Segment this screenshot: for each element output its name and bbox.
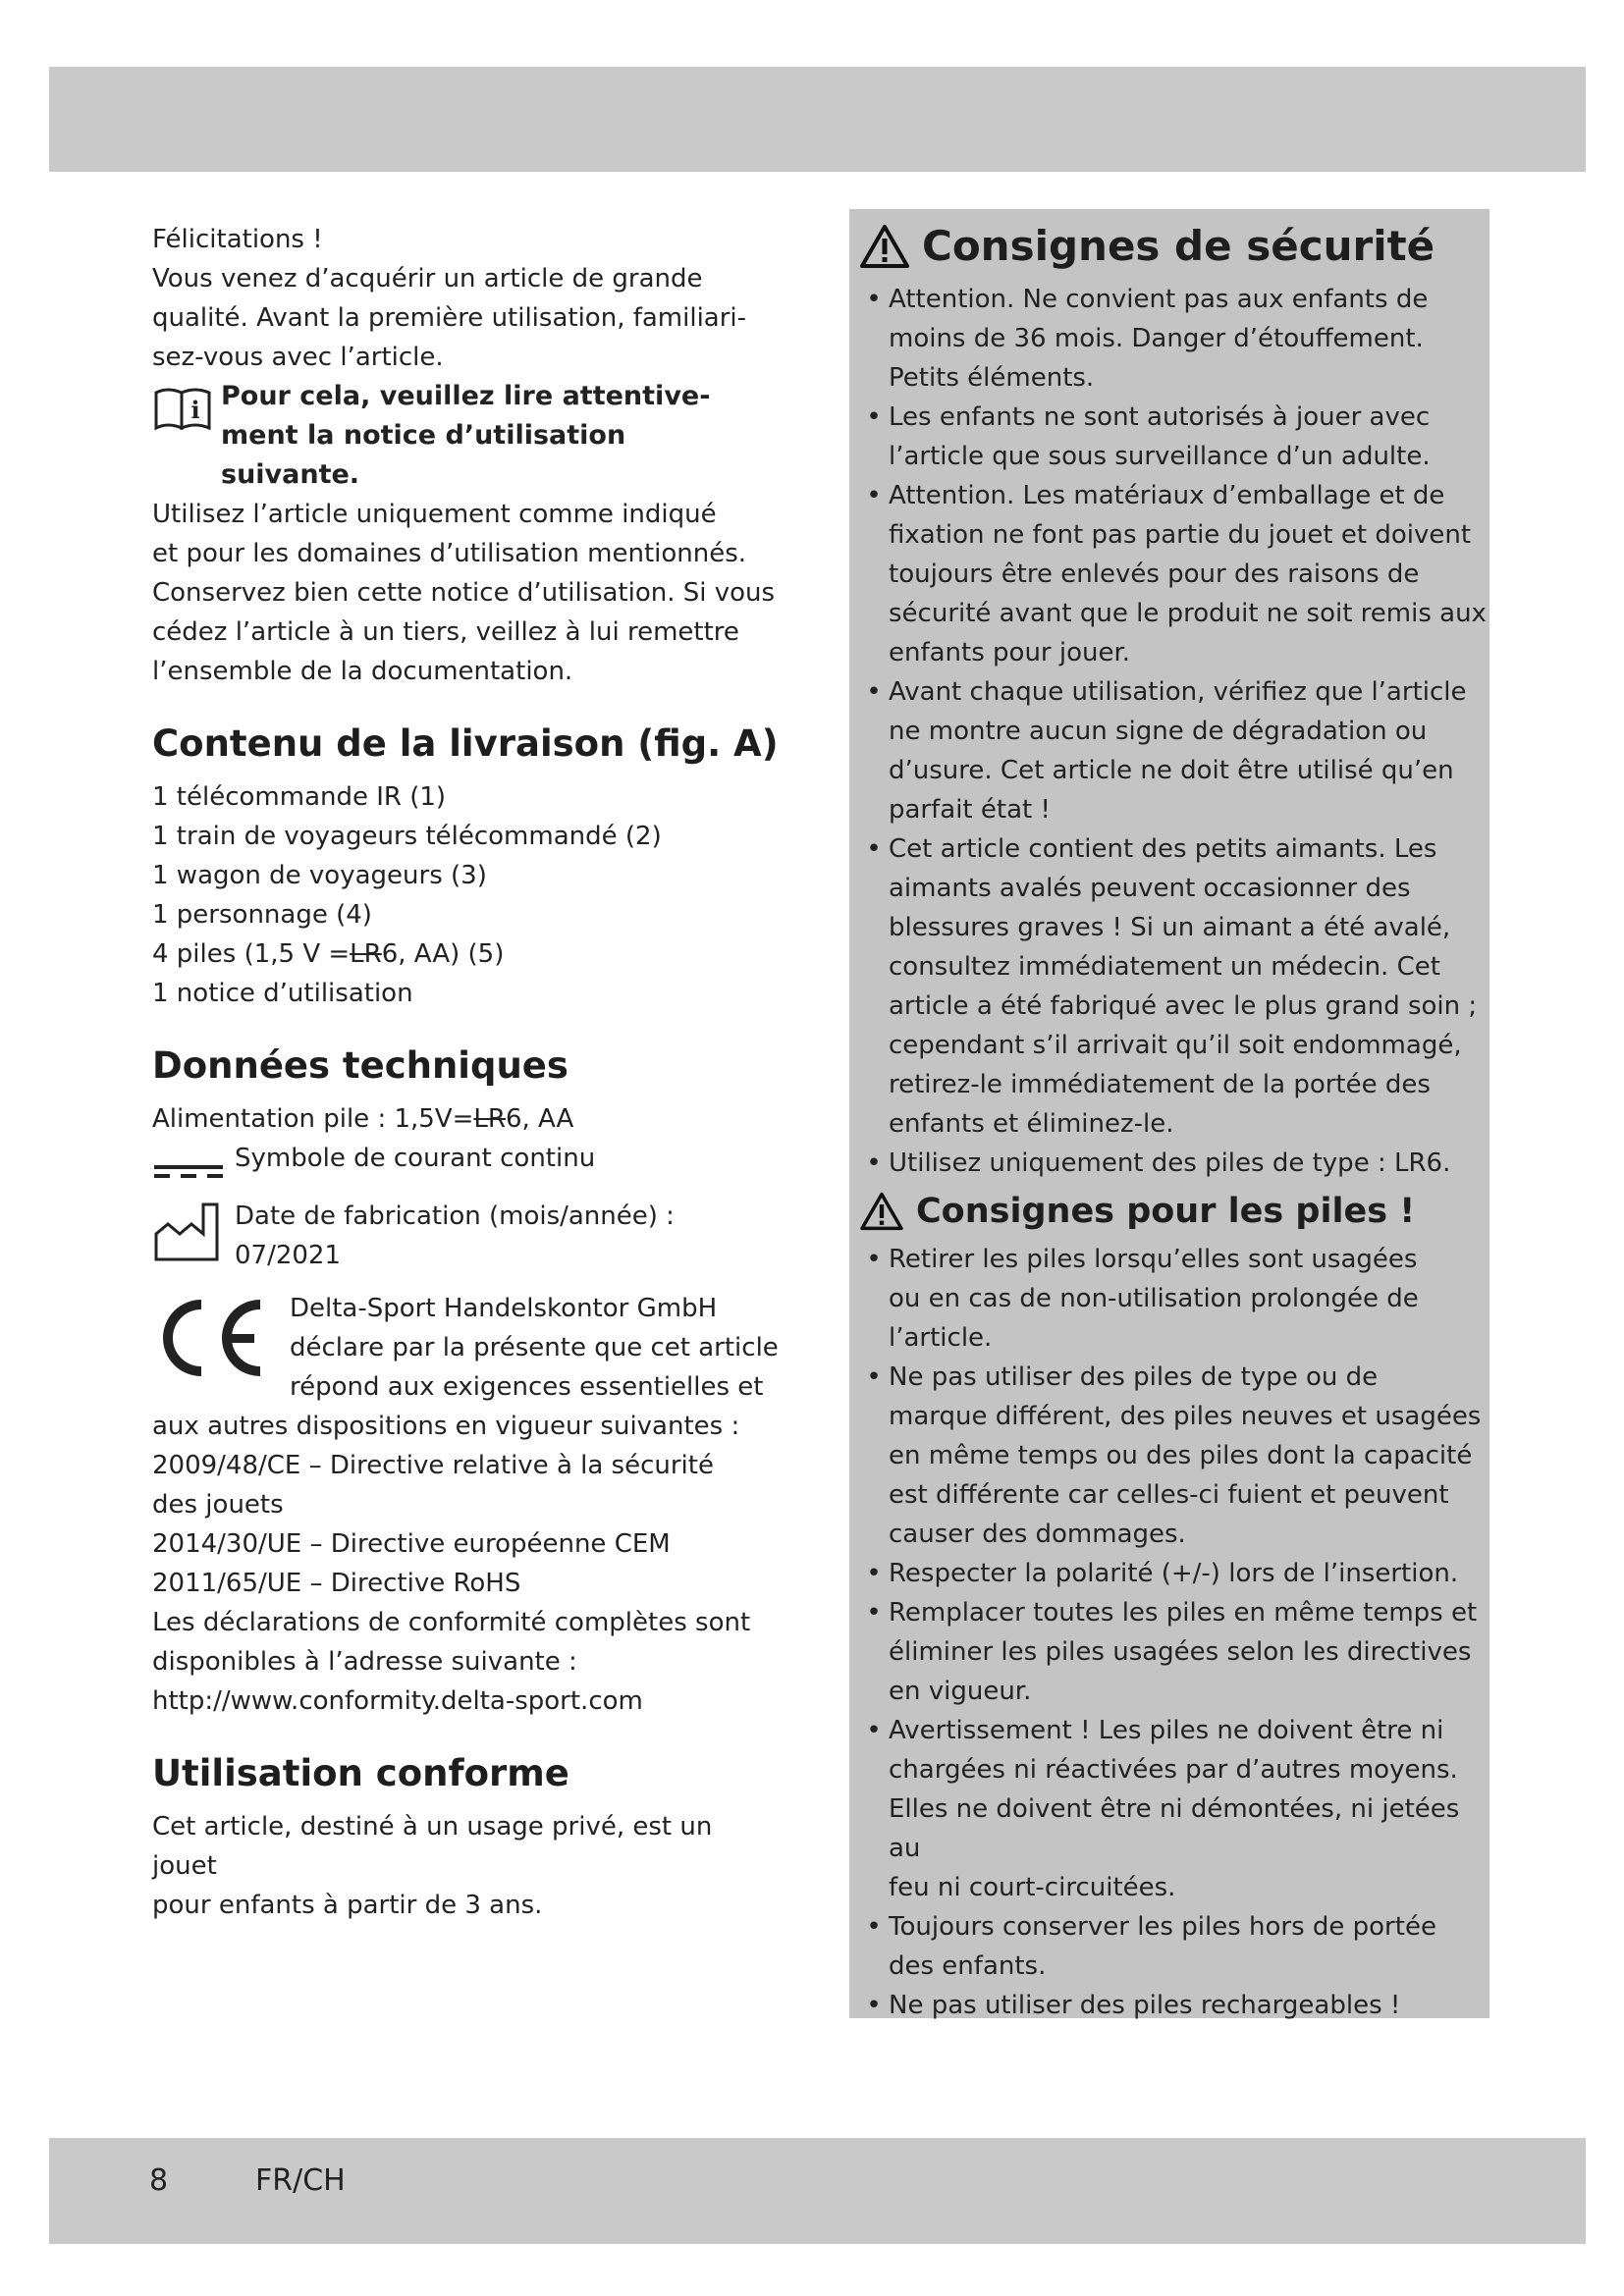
bullet-item xyxy=(859,1554,1488,1593)
power-supply-end: 6, AA xyxy=(505,1104,574,1134)
bullet-text xyxy=(889,1986,1488,2025)
bullet-line: aimants avalés peuvent occasionner des xyxy=(889,874,1411,903)
power-supply-lr: LR xyxy=(473,1104,506,1134)
bullet-line: en même temps ou des piles dont la capacité xyxy=(889,1441,1473,1470)
bullet-line: moins de 36 mois. Danger d’étouffement. xyxy=(889,324,1424,353)
bullet-item xyxy=(859,1593,1488,1711)
bullet-line: Retirer les piles lorsqu’elles sont usagées xyxy=(889,1245,1418,1274)
notice-line: Pour cela, veuillez lire attentive- xyxy=(221,381,711,411)
bullet-line: Ne pas utiliser des piles rechargeables ! xyxy=(889,1991,1401,2020)
bullet-item xyxy=(859,1711,1488,1907)
bullet-dot: • xyxy=(866,1991,882,2020)
tech-heading: Données techniques xyxy=(152,1044,568,1087)
bullet-line: Avant chaque utilisation, vérifiez que l’article xyxy=(889,677,1467,707)
bullet-line: enfants pour jouer. xyxy=(889,638,1131,667)
header-band xyxy=(49,67,1586,172)
bullet-line: ne montre aucun signe de dégradation ou xyxy=(889,717,1428,746)
bullet-item xyxy=(859,398,1488,476)
batteries-text-end: 6, AA) (5) xyxy=(381,939,505,969)
bullet-text xyxy=(889,672,1488,829)
read-manual-notice xyxy=(152,377,781,495)
bullet-text xyxy=(889,1240,1488,1358)
bullet-dot: • xyxy=(866,1559,882,1588)
warning-triangle-icon xyxy=(859,224,910,269)
bullet-line: Attention. Les matériaux d’emballage et de xyxy=(889,481,1445,510)
power-supply-text: Alimentation pile : 1,5V xyxy=(152,1104,453,1134)
bullet-dot: • xyxy=(866,1362,882,1392)
declaration-line: 2009/48/CE – Directive relative à la sécurité xyxy=(152,1451,714,1480)
bullet-dot: • xyxy=(866,1912,882,1942)
bullet-dot: • xyxy=(866,834,882,864)
bullet-line: retirez-le immédiatement de la portée des xyxy=(889,1070,1431,1099)
bullet-line: chargées ni réactivées par d’autres moyens. xyxy=(889,1755,1458,1785)
power-supply xyxy=(152,1099,781,1139)
usage-text xyxy=(152,1807,781,1925)
intro-after-line: cédez l’article à un tiers, veillez à lui remettre xyxy=(152,617,739,647)
bullet-text xyxy=(889,398,1488,476)
safety-heading: Consignes de sécurité xyxy=(922,222,1435,270)
bullet-text xyxy=(889,829,1488,1144)
bullet-item xyxy=(859,672,1488,829)
ce-line: déclare par la présente que cet article xyxy=(290,1333,779,1362)
bullet-text xyxy=(889,280,1488,398)
bullet-line: Ne pas utiliser des piles de type ou de xyxy=(889,1362,1379,1392)
bullet-line: causer des dommages. xyxy=(889,1520,1186,1549)
declaration-line: aux autres dispositions en vigueur suivantes : xyxy=(152,1412,740,1441)
safety-list xyxy=(859,280,1488,1183)
bullet-dot: • xyxy=(866,285,882,314)
bullet-line: l’article. xyxy=(889,1323,993,1353)
manufacture-date-label: Date de fabrication (mois/année) : xyxy=(235,1201,675,1231)
declaration-line: Les déclarations de conformité complètes sont xyxy=(152,1608,751,1637)
ce-line: Delta-Sport Handelskontor GmbH xyxy=(290,1294,718,1323)
bullet-dot: • xyxy=(866,1598,882,1628)
bullet-line: cependant s’il arrivait qu’il soit endommagé, xyxy=(889,1031,1462,1060)
bullet-text xyxy=(889,1144,1488,1183)
bullet-dot: • xyxy=(866,1716,882,1745)
bullet-item xyxy=(859,1907,1488,1986)
svg-text:i: i xyxy=(190,396,200,424)
bullet-line: blessures graves ! Si un aimant a été avalé, xyxy=(889,913,1451,942)
bullet-line: des enfants. xyxy=(889,1951,1047,1981)
bullet-line: feu ni court-circuitées. xyxy=(889,1873,1176,1902)
bullet-item xyxy=(859,829,1488,1144)
bullet-text xyxy=(889,1554,1488,1593)
contents-item: 1 wagon de voyageurs (3) xyxy=(152,861,487,890)
bullet-item xyxy=(859,476,1488,672)
contents-item: 1 personnage (4) xyxy=(152,900,372,930)
bullet-line: Avertissement ! Les piles ne doivent être ni xyxy=(889,1716,1444,1745)
bullet-text xyxy=(889,1711,1488,1907)
conformity-url: http://www.conformity.delta-sport.com xyxy=(152,1686,643,1716)
intro-after-line: et pour les domaines d’utilisation mentionnés. xyxy=(152,539,747,568)
bullet-item xyxy=(859,1240,1488,1358)
bullet-line: l’article que sous surveillance d’un adulte. xyxy=(889,442,1431,471)
bullet-dot: • xyxy=(866,402,882,432)
intro-after-line: l’ensemble de la documentation. xyxy=(152,657,573,686)
bullet-line: enfants et éliminez-le. xyxy=(889,1109,1174,1139)
bullet-text xyxy=(889,1358,1488,1554)
bullet-dot: • xyxy=(866,1148,882,1178)
bullet-line: article a été fabriqué avec le plus grand soin ; xyxy=(889,991,1478,1021)
bullet-text xyxy=(889,1907,1488,1986)
bullet-line: Toujours conserver les piles hors de portée xyxy=(889,1912,1436,1942)
dc-mark: = xyxy=(328,939,351,969)
intro-line: sez-vous avec l’article. xyxy=(152,343,444,372)
contents-item-batteries xyxy=(152,934,781,974)
bullet-dot: • xyxy=(866,481,882,510)
bullet-line: Cet article contient des petits aimants. Les xyxy=(889,834,1437,864)
bullet-dot: • xyxy=(866,677,882,707)
bullet-line: éliminer les piles usagées selon les directives xyxy=(889,1637,1472,1667)
bullet-line: ou en cas de non-utilisation prolongée de xyxy=(889,1284,1419,1313)
dc-symbol-row xyxy=(152,1139,781,1191)
contents-heading: Contenu de la livraison (fig. A) xyxy=(152,722,779,765)
manufacture-date-icon xyxy=(152,1197,235,1275)
bullet-line: Les enfants ne sont autorisés à jouer avec xyxy=(889,402,1431,432)
bullet-text xyxy=(889,476,1488,672)
declaration-text xyxy=(152,1407,781,1721)
batteries-list xyxy=(859,1240,1488,2025)
declaration-line: 2014/30/UE – Directive européenne CEM xyxy=(152,1529,671,1559)
declaration-line: 2011/65/UE – Directive RoHS xyxy=(152,1569,521,1598)
manufacture-date-value: 07/2021 xyxy=(235,1241,342,1270)
notice-line: suivante. xyxy=(221,459,360,490)
language-code: FR/CH xyxy=(255,2163,346,2198)
bullet-dot: • xyxy=(866,1245,882,1274)
ce-mark-icon xyxy=(152,1289,290,1391)
contents-item: 1 notice d’utilisation xyxy=(152,979,413,1008)
contents-item: 1 télécommande IR (1) xyxy=(152,782,447,812)
intro-text xyxy=(152,220,781,377)
bullet-item xyxy=(859,1986,1488,2025)
intro-after-line: Utilisez l’article uniquement comme indiqué xyxy=(152,500,717,529)
ce-line: répond aux exigences essentielles et xyxy=(290,1372,764,1402)
safety-heading-row xyxy=(859,219,1488,274)
bullet-line: parfait état ! xyxy=(889,795,1051,825)
bullet-line: Petits éléments. xyxy=(889,363,1095,393)
battery-type-lr: LR xyxy=(350,939,382,969)
bullet-line: Remplacer toutes les piles en même temps et xyxy=(889,1598,1478,1628)
usage-heading: Utilisation conforme xyxy=(152,1752,569,1794)
declaration-line: des jouets xyxy=(152,1490,284,1520)
bullet-text xyxy=(889,1593,1488,1711)
dc-symbol-label: Symbole de courant continu xyxy=(235,1144,596,1173)
manual-book-icon xyxy=(152,377,221,446)
warning-triangle-icon xyxy=(859,1192,904,1231)
bullet-item xyxy=(859,1358,1488,1554)
bullet-line: Respecter la polarité (+/-) lors de l’insertion. xyxy=(889,1559,1459,1588)
safety-box-inner xyxy=(859,219,1488,2025)
page-number: 8 xyxy=(149,2163,169,2198)
intro-after-text xyxy=(152,495,781,691)
tech-section xyxy=(152,1099,781,1721)
notice-line: ment la notice d’utilisation xyxy=(221,420,626,451)
bullet-line: est différente car celles-ci fuient et peuvent xyxy=(889,1480,1449,1510)
bullet-line: sécurité avant que le produit ne soit remis aux xyxy=(889,599,1487,628)
bullet-item xyxy=(859,1144,1488,1183)
contents-list xyxy=(152,777,781,1013)
declaration-line: disponibles à l’adresse suivante : xyxy=(152,1647,577,1677)
bullet-line: marque différent, des piles neuves et usagées xyxy=(889,1402,1482,1431)
batteries-text: 4 piles (1,5 V xyxy=(152,939,321,969)
intro-line: Félicitations ! xyxy=(152,225,323,254)
dc-mark: = xyxy=(452,1104,474,1134)
intro-line: Vous venez d’acquérir un article de grande xyxy=(152,264,703,294)
usage-line: Cet article, destiné à un usage privé, est un jouet xyxy=(152,1812,713,1881)
bullet-line: Attention. Ne convient pas aux enfants de xyxy=(889,285,1429,314)
bullet-line: fixation ne font pas partie du jouet et doivent xyxy=(889,520,1472,550)
intro-line: qualité. Avant la première utilisation, familiari- xyxy=(152,303,747,333)
left-column xyxy=(152,220,781,1925)
safety-box xyxy=(849,209,1489,2018)
bullet-line: consultez immédiatement un médecin. Cet xyxy=(889,952,1440,982)
batteries-heading: Consignes pour les piles ! xyxy=(916,1192,1416,1231)
batteries-heading-row xyxy=(859,1187,1488,1236)
usage-line: pour enfants à partir de 3 ans. xyxy=(152,1891,543,1920)
dc-symbol-icon xyxy=(152,1139,235,1191)
ce-declaration-row xyxy=(152,1289,781,1407)
bullet-line: Elles ne doivent être ni démontées, ni jetées au xyxy=(889,1794,1460,1863)
bullet-line: en vigueur. xyxy=(889,1677,1032,1706)
bullet-line: toujours être enlevés pour des raisons de xyxy=(889,560,1420,589)
contents-item: 1 train de voyageurs télécommandé (2) xyxy=(152,822,662,851)
intro-after-line: Conservez bien cette notice d’utilisation. Si vous xyxy=(152,578,776,608)
bullet-line: Utilisez uniquement des piles de type : LR6. xyxy=(889,1148,1451,1178)
bullet-line: d’usure. Cet article ne doit être utilisé qu’en xyxy=(889,756,1454,785)
bullet-item xyxy=(859,280,1488,398)
manufacture-date-row xyxy=(152,1197,781,1275)
